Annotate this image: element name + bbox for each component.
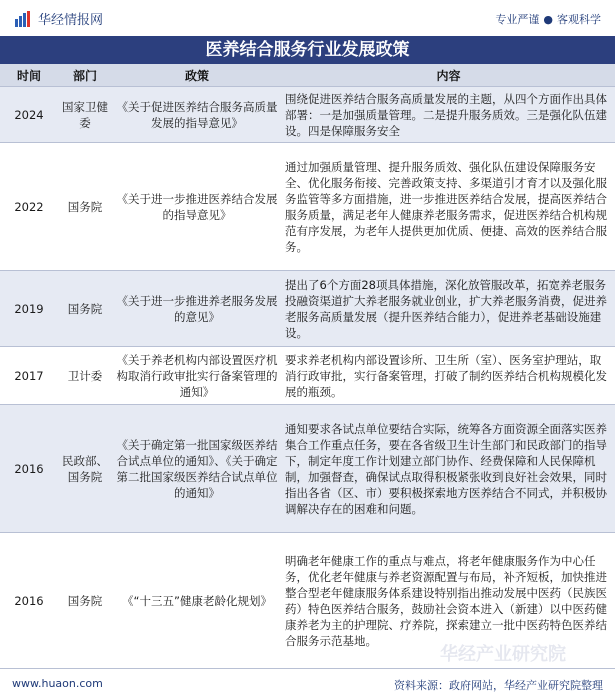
brand-name: 华经情报网 [38,13,104,28]
cell-year: 2019 [0,271,58,347]
cell-year: 2016 [0,405,58,533]
table-row [0,143,615,271]
cell-content: 通过加强质量管理、提升服务质效、强化队伍建设保障服务安全、优化服务衔接、完善政策支持、多渠道引才育才以及强化服务监管等多方面措施，进一步推进医养结合发展，提高医养结合服务质量，满足老年人健康养老服务需求，促进医养结合机构规范有序发展，为老年人提供更加优质、便捷、高效的医养结合服务。 [282,143,615,271]
cell-content: 明确老年健康工作的重点与难点，将老年健康服务作为中心任务，优化老年健康与养老资源配置与布局，补齐短板，加快推进整合型老年健康服务体系建设特别指出推动发展中医药（民族医药）特色医养结合服务，鼓励社会资本进入（新建）以中医药健康养老为主的护理院、疗养院，探索建立一批中医药特色医养结合服务示范基地。 [282,533,615,669]
footer-source: 资料来源：政府网站，华经产业研究院整理 [394,679,603,692]
cell-policy: 《关于养老机构内部设置医疗机构取消行政审批实行备案管理的通知》 [112,347,282,405]
brand [14,9,103,28]
table-row [0,347,615,405]
cell-year: 2016 [0,533,58,669]
policy-table [0,64,615,669]
slogan-dot-icon: ● [543,13,553,26]
slogan-right: 客观科学 [557,13,601,26]
table-header-row [0,64,615,87]
cell-policy: 《关于确定第一批国家级医养结合试点单位的通知》、《关于确定第二批国家级医养结合试点单位的通知》 [112,405,282,533]
watermark: 华经产业研究院 [440,644,566,665]
cell-year: 2022 [0,143,58,271]
footer-url: www.huaon.com [12,677,103,690]
cell-policy: 《关于进一步推进养老服务发展的意见》 [112,271,282,347]
table-row [0,87,615,143]
footer [0,670,615,698]
cell-dept: 国务院 [58,143,112,271]
table-row [0,271,615,347]
cell-policy: 《“十三五”健康老龄化规划》 [112,533,282,669]
page-title: 医养结合服务行业发展政策 [0,36,615,64]
col-header-content: 内容 [282,64,615,87]
cell-content: 要求养老机构内部设置诊所、卫生所（室）、医务室护理站，取消行政审批，实行备案管理，打破了制约医养结合机构规模化发展的瓶颈。 [282,347,615,405]
slogan-left: 专业严谨 [495,13,540,26]
cell-dept: 国务院 [58,271,112,347]
cell-content: 围绕促进医养结合服务高质量发展的主题，从四个方面作出具体部署：一是加强质量管理。二是提升服务质效。三是强化队伍建设。四是保障服务安全 [282,87,615,143]
col-header-dept: 部门 [58,64,112,87]
col-header-policy: 政策 [112,64,282,87]
col-header-year: 时间 [0,64,58,87]
cell-dept: 民政部、国务院 [58,405,112,533]
huajing-logo-icon [14,10,32,28]
slogan [495,11,601,27]
cell-content: 通知要求各试点单位要结合实际，统筹各方面资源全面落实医养集合工作重点任务，要在各省级卫生计生部门和民政部门的指导下，制定年度工作计划建立部门协作、经费保障和人民保障机制，加强督查，确保试点取得积极紧张收到良好社会效果，同时指出各省（区、市）要积极探索地方医养结合不同式，并积极协调解决存在的困难和问题。 [282,405,615,533]
cell-dept: 卫计委 [58,347,112,405]
table-row [0,405,615,533]
cell-year: 2017 [0,347,58,405]
cell-policy: 《关于进一步推进医养结合发展的指导意见》 [112,143,282,271]
cell-content: 提出了6个方面28项具体措施，深化放管服改革，拓宽养老服务投融资渠道扩大养老服务就业创业，扩大养老服务消费，促进养老服务高质量发展（提升医养结合能力），促进养老基础设施建设。 [282,271,615,347]
top-bar [0,0,615,36]
cell-year: 2024 [0,87,58,143]
cell-dept: 国家卫健委 [58,87,112,143]
cell-policy: 《关于促进医养结合服务高质量发展的指导意见》 [112,87,282,143]
cell-dept: 国务院 [58,533,112,669]
